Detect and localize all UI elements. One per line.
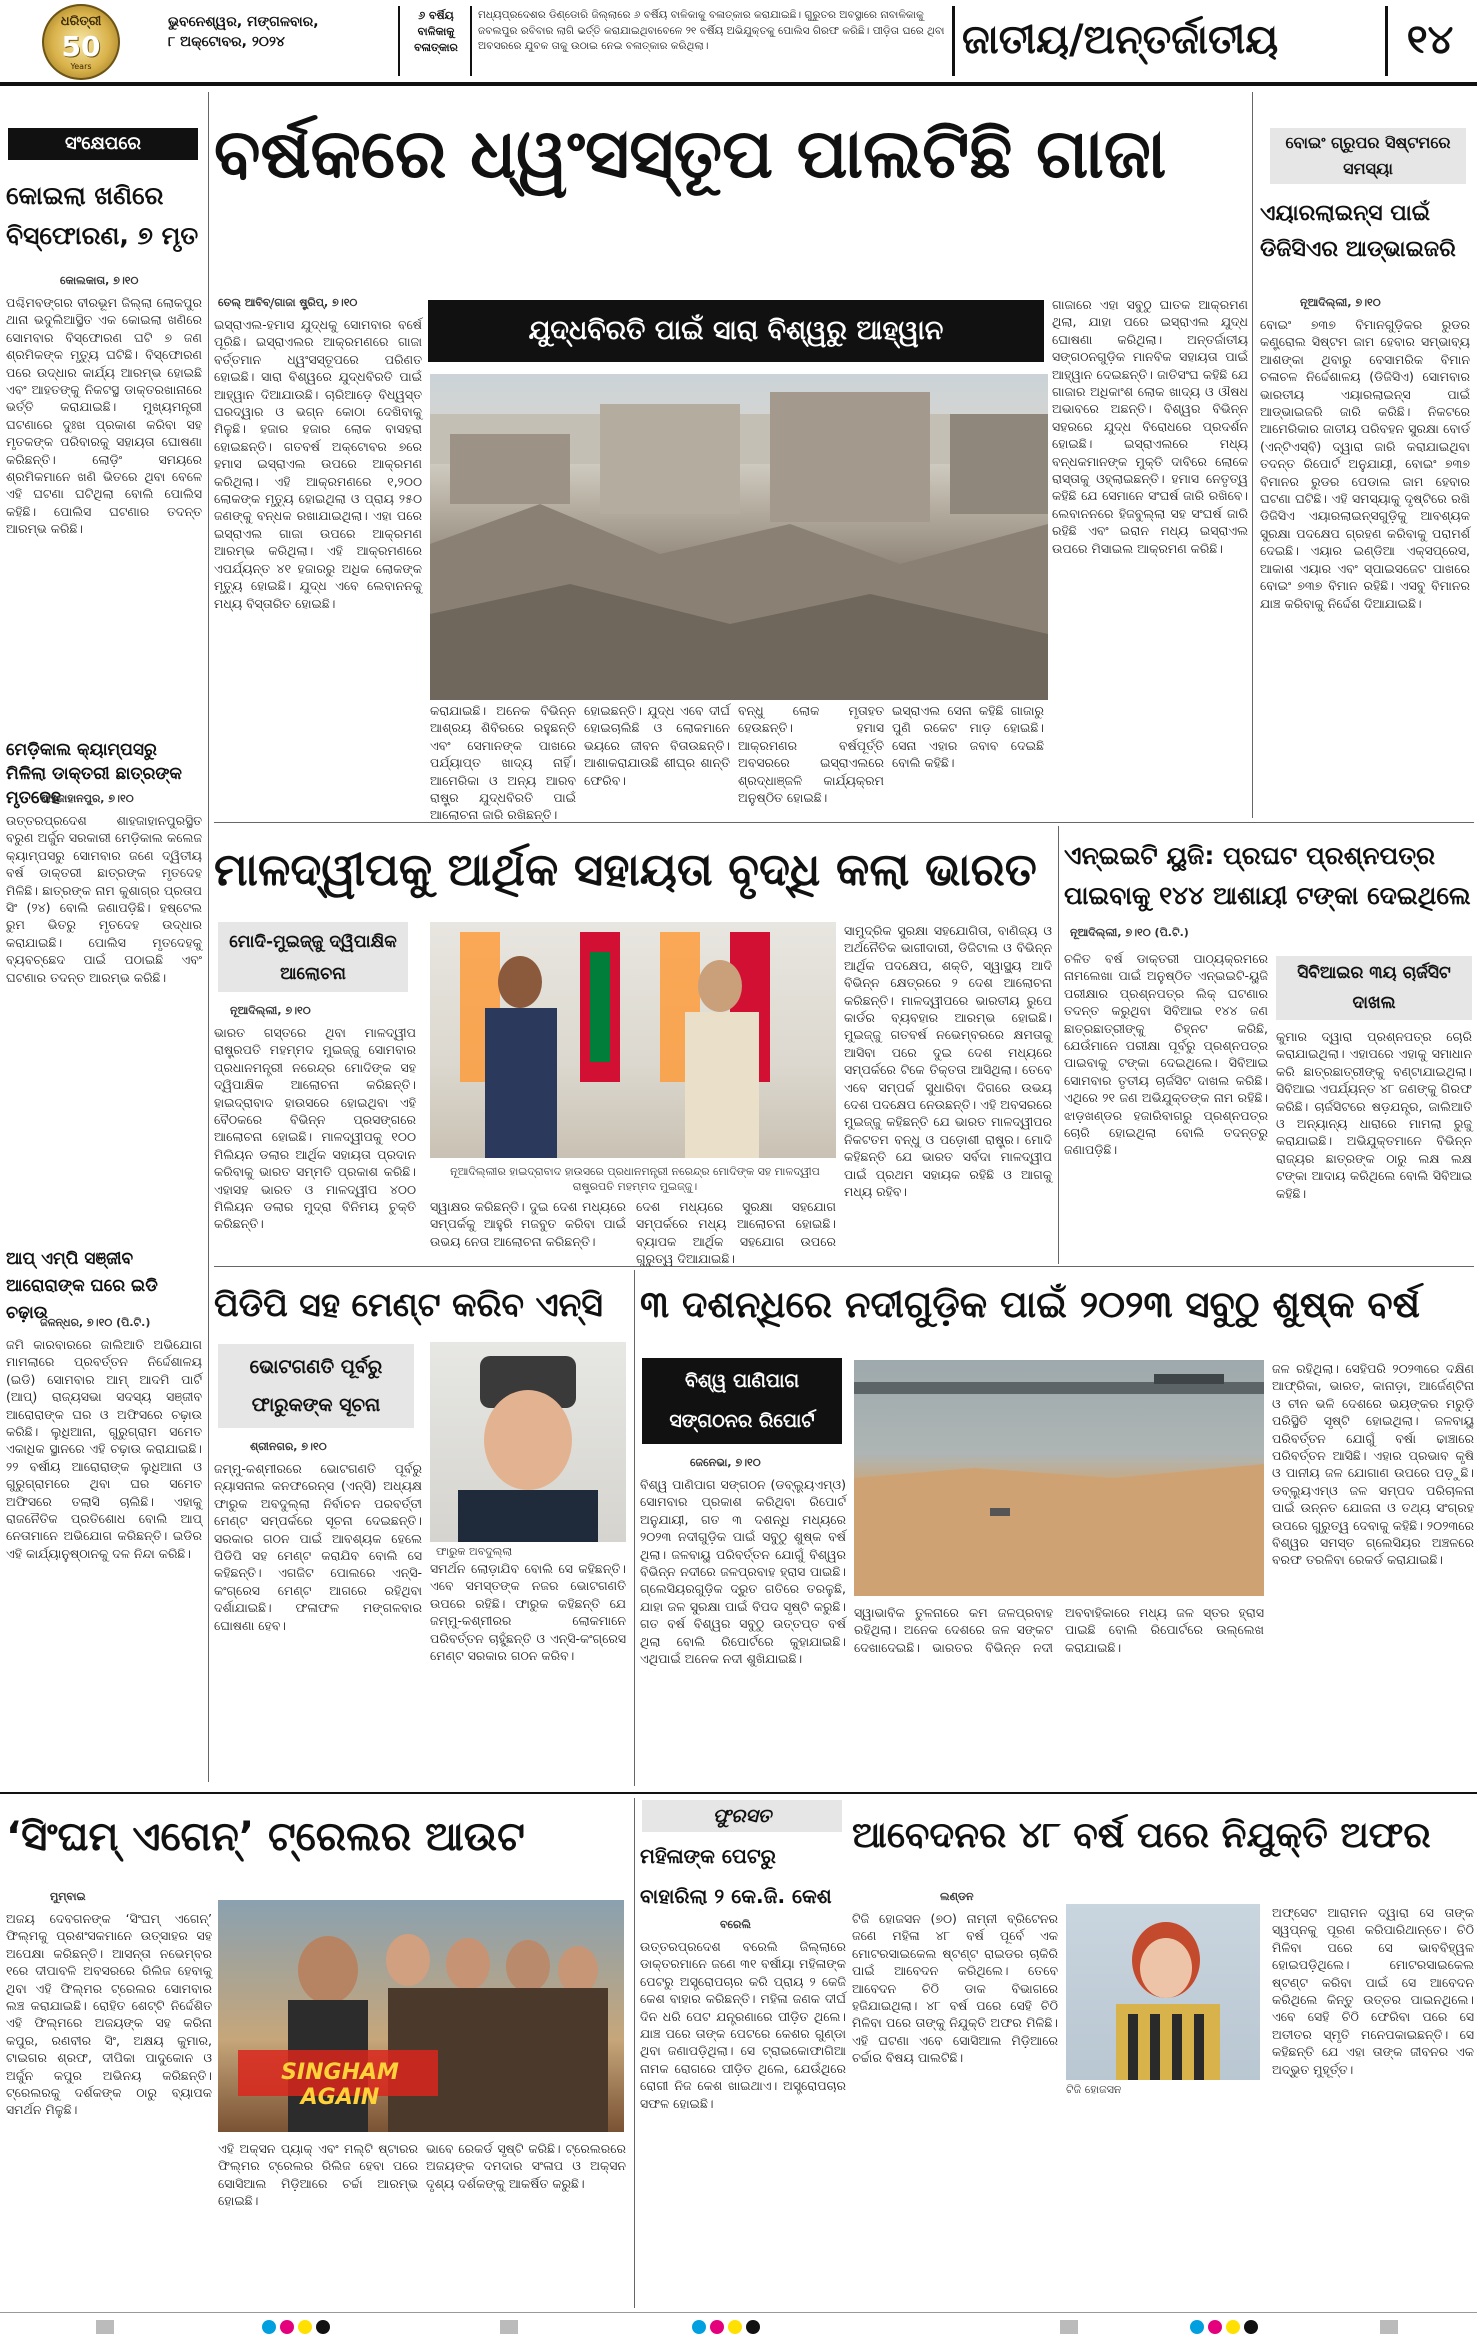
- brief-2-body: ଉତ୍ତରପ୍ରଦେଶ ଶାହଜାହାନପୁରସ୍ଥିତ ବରୁଣ ଅର୍ଜୁନ ସରକାରୀ ମେଡ଼ିକାଲ କଲେଜ କ୍ୟାମ୍ପସରୁ ସୋମବାର ଜଣେ ଦ୍ୱିତୀୟ ବର୍ଷ ଡାକ୍ତରୀ ଛାତ୍ରଙ୍କ ମୃତଦେହ ମିଳିଛି। ଛାତ୍ରଙ୍କ ନାମ କୁଶାଗ୍ର ପ୍ରତାପ ସିଂ (୨୪) ବୋଲି ଜଣାପଡ଼ିଛି। ହଷ୍ଟେଲ ରୁମ ଭିତରୁ ମୃତଦେହ ଉଦ୍ଧାର କରାଯାଇଛି। ପୋଲିସ ମୃତଦେହକୁ ବ୍ୟବଚ୍ଛେଦ ପାଇଁ ପଠାଇଛି ଏବଂ ଘଟଣାର ତଦନ୍ତ ଆରମ୍ଭ କରିଛି।: [6, 813, 202, 985]
- color-registration-cyan: [262, 2320, 276, 2334]
- masthead-date: [168, 12, 388, 52]
- gaza-below-1: କରାଯାଇଛି। ଅନେକ ବିଭିନ୍ନ ଆଶ୍ରୟ ଶିବିରରେ ରହୁଛନ୍ତି ଏବଂ ସେମାନଙ୍କ ପାଖରେ ପର୍ଯ୍ୟାପ୍ତ ଖାଦ୍ୟ ନାହିଁ। ଆମେରିକା ଓ ଅନ୍ୟ ଆରବ ରାଷ୍ଟ୍ର ଯୁଦ୍ଧବିରତି ପାଇଁ ଆଲୋଚନା ଜାରି ରଖିଛନ୍ତି।: [430, 703, 576, 823]
- color-registration-black: [1244, 2320, 1258, 2334]
- pdp-column-2: ସମର୍ଥନ ଲୋଡ଼ାଯିବ ବୋଲି ସେ କହିଛନ୍ତି। ଏବେ ସମସ୍ତଙ୍କ ନଜର ଭୋଟଗଣତି ଉପରେ ରହିଛି। ଫାରୁକ କହିଛନ୍ତି ଯେ ଜମ୍ମୁ-କଶ୍ମୀରର ଲୋକମାନେ ପରିବର୍ତ୍ତନ ଚାହୁଁଛନ୍ତି ଓ ଏନ୍‌ସି-କଂଗ୍ରେସ ମେଣ୍ଟ ସରକାର ଗଠନ କରିବ।: [430, 1561, 626, 1664]
- gaza-dateline: ତେଲ୍ ଆବିବ୍/ଗାଜା ଷ୍ଟ୍ରିପ୍, ୭।୧୦: [218, 296, 358, 309]
- gaza-column-2: ଗାଜାରେ ଏହା ସବୁଠୁ ଘାତକ ଆକ୍ରମଣ ଥିଲା, ଯାହା ପରେ ଇସ୍ରାଏଲ ଯୁଦ୍ଧ ଘୋଷଣା କରିଥିଲା। ଅନ୍ତର୍ଜାତୀୟ ସଙ୍ଗଠନଗୁଡ଼ିକ ମାନବିକ ସହାୟତା ପାଇଁ ଆହ୍ୱାନ ଦେଇଛନ୍ତି। ଜାତିସଂଘ କହିଛି ଯେ ଗାଜାର ଅଧିକାଂଶ ଲୋକ ଖାଦ୍ୟ ଓ ଔଷଧ ଅଭାବରେ ଅଛନ୍ତି। ବିଶ୍ୱର ବିଭିନ୍ନ ସହରରେ ଯୁଦ୍ଧ ବିରୋଧରେ ପ୍ରଦର୍ଶନ ହୋଇଛି। ଇସ୍ରାଏଲରେ ମଧ୍ୟ ବନ୍ଧକମାନଙ୍କ ମୁକ୍ତି ଦାବିରେ ଲୋକେ ରାସ୍ତାକୁ ଓହ୍ଲାଇଛନ୍ତି। ହମାସ ନେତୃତ୍ୱ କହିଛି ଯେ ସେମାନେ ସଂଘର୍ଷ ଜାରି ରଖିବେ। ଲେବାନନରେ ହିଜବୁଲ୍ଲା ସହ ସଂଘର୍ଷ ଜାରି ରହିଛି ଏବଂ ଇରାନ ମଧ୍ୟ ଇସ୍ରାଏଲ ଉପରେ ମିସାଇଲ ଆକ୍ରମଣ କରିଛି।: [1052, 297, 1248, 556]
- brief-3-headline: ଆପ୍ ଏମ୍ପି ସଞ୍ଜୀବ ଆରୋରାଙ୍କ ଘରେ ଇଡି ଚଢ଼ାଉ: [6, 1249, 158, 1323]
- boeing-body: ବୋଇଂ ୭୩୭ ବିମାନଗୁଡ଼ିକର ରୁଡର କଣ୍ଟ୍ରୋଲ ସିଷ୍ଟମ ଜାମ ହେବାର ସମ୍ଭାବ୍ୟ ଆଶଙ୍କା ଥିବାରୁ ବେସାମରିକ ବିମାନ ଚଳାଚଳ ନିର୍ଦ୍ଦେଶାଳୟ (ଡିଜିସିଏ) ସୋମବାର ଭାରତୀୟ ଏୟାରଲାଇନ୍ସ ପାଇଁ ଆଡ୍‌ଭାଇଜରି ଜାରି କରିଛି। ନିକଟରେ ଆମେରିକାର ଜାତୀୟ ପରିବହନ ସୁରକ୍ଷା ବୋର୍ଡ (ଏନ୍‌ଟିଏସ୍‌ବି) ଦ୍ୱାରା ଜାରି କରାଯାଇଥିବା ତଦନ୍ତ ରିପୋର୍ଟ ଅନୁଯାୟୀ, ବୋଇଂ ୭୩୭ ବିମାନର ରୁଡର ପେଡାଲ ଜାମ ହେବାର ଘଟଣା ଘଟିଛି। ଏହି ସମସ୍ୟାକୁ ଦୃଷ୍ଟିରେ ରଖି ଡିଜିସିଏ ଏୟାରଲାଇନ୍ସଗୁଡ଼ିକୁ ଆବଶ୍ୟକ ସୁରକ୍ଷା ପଦକ୍ଷେପ ଗ୍ରହଣ କରିବାକୁ ପରାମର୍ଶ ଦେଇଛି। ଏୟାର ଇଣ୍ଡିଆ ଏକ୍ସପ୍ରେସ, ଆକାଶ ଏୟାର ଏବଂ ସ୍ପାଇସଜେଟ ପାଖରେ ବୋଇଂ ୭୩୭ ବିମାନ ରହିଛି। ଏସବୁ ବିମାନର ଯାଞ୍ଚ କରିବାକୁ ନିର୍ଦ୍ଦେଶ ଦିଆଯାଇଛି।: [1260, 317, 1470, 611]
- fursat-story-2-column-2: ଅଫ୍‌ସେଟ ଆରାମନ ଦ୍ୱାରା ସେ ତାଙ୍କ ସ୍ୱପ୍ନକୁ ପୂରଣ କରିପାରିଥାନ୍ତେ। ଚିଠି ମିଳିବା ପରେ ସେ ଭାବବିହ୍ୱଳ ହୋଇପଡ଼ିଥିଲେ। ମୋଟରସାଇକେଲ ଷ୍ଟଣ୍ଟ କରିବା ପାଇଁ ସେ ଆବେଦନ କରିଥିଲେ କିନ୍ତୁ ଉତ୍ତର ପାଇନଥିଲେ। ଏବେ ସେହି ଚିଠି ଫେରିବା ପରେ ସେ ଅତୀତର ସ୍ମୃତି ମନେପକାଇଛନ୍ତି। ସେ କହିଛନ୍ତି ଯେ ଏହା ତାଙ୍କ ଜୀବନର ଏକ ଅଦ୍ଭୁତ ମୁହୂର୍ତ୍ତ।: [1272, 1905, 1474, 2077]
- section-title: ଜାତୀୟ/ଅନ୍ତର୍ଜାତୀୟ: [962, 17, 1279, 63]
- divider: [1385, 6, 1388, 76]
- rivers-below: ସ୍ୱାଭାବିକ ତୁଳନାରେ କମ ଜଳପ୍ରବାହ ରହିଥିଲା। ଅନେକ ଦେଶରେ ଜଳ ସଙ୍କଟ ଦେଖାଦେଇଛି। ଭାରତର ବିଭିନ୍ନ ନଦୀ ଅବବାହିକାରେ ମଧ୍ୟ ଜଳ ସ୍ତର ହ୍ରାସ ପାଇଛି ବୋଲି ରିପୋର୍ଟରେ ଉଲ୍ଲେଖ କରାଯାଇଛି।: [854, 1605, 1264, 1655]
- singham-below-2: ଭାବେ ରେକର୍ଡ ସୃଷ୍ଟି କରିଛି। ଟ୍ରେଲରରେ ଅଜୟଙ୍କ ଦମଦାର ସଂଳାପ ଓ ଅକ୍ସନ ଦୃଶ୍ୟ ଦର୍ଶକଙ୍କୁ ଆକର୍ଷିତ କରୁଛି।: [426, 2141, 626, 2191]
- modi-muizzu-photo: [430, 922, 836, 1158]
- singham-column-1: ଅଜୟ ଦେବଗନଙ୍କ ‘ସିଂଘମ୍ ଏଗେନ୍’ ଫିଲ୍ମକୁ ପ୍ରଶଂସକମାନେ ଉତ୍ସାହର ସହ ଅପେକ୍ଷା କରିଛନ୍ତି। ଆସନ୍ତା ନଭେମ୍ବର ୧ରେ ଦୀପାବଳି ଅବସରରେ ରିଲିଜ ହେବାକୁ ଥିବା ଏହି ଫିଲ୍ମର ଟ୍ରେଲର ସୋମବାର ଲଞ୍ଚ କରାଯାଇଛି। ରୋହିତ ଶେଟ୍ଟି ନିର୍ଦ୍ଦେଶିତ ଏହି ଫିଲ୍ମରେ ଅଜୟଙ୍କ ସହ କରିନା କପୁର, ରଣବୀର ସିଂ, ଅକ୍ଷୟ କୁମାର, ଟାଇଗର ଶ୍ରଫ, ଦୀପିକା ପାଦୁକୋନ ଓ ଅର୍ଜୁନ କପୁର ଅଭିନୟ କରିଛନ୍ତି। ଟ୍ରେଲରକୁ ଦର୍ଶକଙ୍କ ଠାରୁ ବ୍ୟାପକ ସମର୍ଥନ ମିଳୁଛି।: [6, 1911, 212, 2118]
- neet-headline: ଏନ୍‌ଇଇଟି ୟୁଜି: ପ୍ରଘଟ ପ୍ରଶ୍ନପତ୍ର ପାଇବାକୁ ୧୪୪ ଆଶାୟୀ ଟଙ୍କା ଦେଇଥିଲେ: [1064, 841, 1471, 910]
- mini-brief-2: ବାଳିକାକୁ: [417, 25, 455, 38]
- color-registration-yellow: [1226, 2320, 1240, 2334]
- column-rule: [634, 1798, 635, 2308]
- fursat-story-2-body: ଟିଜି ହୋଜସନ (୭୦) ନାମ୍ନୀ ବ୍ରିଟେନର ଜଣେ ମହିଳା ୪୮ ବର୍ଷ ପୂର୍ବେ ଏକ ମୋଟରସାଇକେଲ ଷ୍ଟଣ୍ଟ ରାଇଡର ଚାକିରି ପାଇଁ ଆବେଦନ କରିଥିଲେ। ତେବେ ଆବେଦନ ଚିଠି ଡାକ ବିଭାଗରେ ହଜିଯାଇଥିଲା। ୪୮ ବର୍ଷ ପରେ ସେହି ଚିଠି ମିଳିବା ପରେ ତାଙ୍କୁ ନିଯୁକ୍ତି ଅଫର ମିଳିଛି। ଏହି ଘଟଣା ଏବେ ସୋସିଆଲ ମିଡ଼ିଆରେ ଚର୍ଚ୍ଚାର ବିଷୟ ପାଲଟିଛି।: [852, 1911, 1058, 2066]
- brief-2-dateline: ଶାହଜାହାନପୁର, ୭।୧୦: [40, 792, 134, 805]
- farooq-illustration: [430, 1342, 626, 1542]
- color-registration-magenta: [1208, 2320, 1222, 2334]
- divider: [952, 6, 955, 76]
- neet-column-2: କୁମାର ଦ୍ୱାରା ପ୍ରଶ୍ନପତ୍ର ଚୋରି କରାଯାଇଥିଲା। ଏହାପରେ ଏହାକୁ ସମାଧାନ କରି ଛାତ୍ରଛାତ୍ରୀଙ୍କୁ ବଣ୍ଟାଯାଇଥିଲା। ସିବିଆଇ ଏପର୍ଯ୍ୟନ୍ତ ୪୮ ଜଣଙ୍କୁ ଗିରଫ କରିଛି। ଚାର୍ଜସିଟରେ ଷଡ଼ଯନ୍ତ୍ର, ଜାଲିଆତି ଓ ଅନ୍ୟାନ୍ୟ ଧାରାରେ ମାମଲା ରୁଜୁ କରାଯାଇଛି। ଅଭିଯୁକ୍ତମାନେ ବିଭିନ୍ନ ରାଜ୍ୟର ଛାତ୍ରଙ୍କ ଠାରୁ ଲକ୍ଷ ଲକ୍ଷ ଟଙ୍କା ଆଦାୟ କରିଥିଲେ ବୋଲି ସିବିଆଇ କହିଛି।: [1276, 1029, 1472, 1201]
- color-registration-yellow: [298, 2320, 312, 2334]
- logo-years: 50: [61, 30, 101, 63]
- maldives-below-2: ଦେଶ ମଧ୍ୟରେ ସୁରକ୍ଷା ସହଯୋଗ ସମ୍ପର୍କରେ ମଧ୍ୟ ଆଲୋଚନା ହୋଇଛି। ବ୍ୟାପକ ଆର୍ଥିକ ସହଯୋଗ ଉପରେ ଗୁରୁତ୍ୱ ଦିଆଯାଇଛି।: [636, 1199, 836, 1267]
- brief-1-body: ପଶ୍ଚିମବଙ୍ଗର ବୀରଭୂମ ଜିଲ୍ଲା ଲୋକପୁର ଥାନା ଭଦୁଲିଆସ୍ଥିତ ଏକ କୋଇଲା ଖଣିରେ ସୋମବାର ବିସ୍ଫୋରଣ ଘଟି ୭ ଜଣ ଶ୍ରମିକଙ୍କ ମୃତ୍ୟୁ ଘଟିଛି। ବିସ୍ଫୋରଣ ପରେ ଉଦ୍ଧାର କାର୍ଯ୍ୟ ଆରମ୍ଭ ହୋଇଛି ଏବଂ ଆହତଙ୍କୁ ନିକଟସ୍ଥ ଡାକ୍ତରଖାନାରେ ଭର୍ତ୍ତି କରାଯାଇଛି। ମୁଖ୍ୟମନ୍ତ୍ରୀ ଘଟଣାରେ ଦୁଃଖ ପ୍ରକାଶ କରିବା ସହ ମୃତକଙ୍କ ପରିବାରକୁ ସହାୟତା ଘୋଷଣା କରିଛନ୍ତି। ଲୋଡ଼ିଂ ସମୟରେ ଶ୍ରମିକମାନେ ଖଣି ଭିତରେ ଥିବା ବେଳେ ଏହି ଘଟଣା ଘଟିଥିଲା ବୋଲି ପୋଲିସ କହିଛି। ପୋଲିସ ଘଟଣାର ତଦନ୍ତ ଆରମ୍ଭ କରିଛି।: [6, 295, 202, 537]
- pdp-kicker: ଭୋଟଗଣତି ପୂର୍ବରୁ ଫାରୁକଙ୍କ ସୂଚନା: [218, 1344, 414, 1428]
- section-rule: [214, 822, 1474, 823]
- masthead-rule: [0, 82, 1477, 86]
- divider: [398, 6, 400, 76]
- column-rule: [634, 1270, 635, 1786]
- farooq-caption: ଫାରୁକ ଅବଦୁଲ୍ଲା: [436, 1545, 513, 1558]
- singham-poster-title: SINGHAM AGAIN: [281, 2060, 399, 2110]
- singham-dateline: ମୁମ୍ବାଇ: [50, 1890, 86, 1903]
- divider: [470, 6, 472, 76]
- registration-mark: [500, 2320, 518, 2334]
- mini-brief-1: ୬ ବର୍ଷିୟ: [418, 9, 454, 22]
- date-line-2: ୮ ଅକ୍ଟୋବର, ୨୦୨୪: [168, 34, 285, 50]
- masthead: [0, 0, 1477, 84]
- color-registration-cyan: [1190, 2320, 1204, 2334]
- farooq-photo: [430, 1342, 626, 1542]
- color-registration-yellow: [728, 2320, 742, 2334]
- pdp-column-1: ଜମ୍ମୁ-କଶ୍ମୀରରେ ଭୋଟଗଣତି ପୂର୍ବରୁ ନ୍ୟାସନାଲ କନଫରେନ୍ସ (ଏନ୍‌ସି) ଅଧ୍ୟକ୍ଷ ଫାରୁକ ଅବଦୁଲ୍ଲା ନିର୍ବାଚନ ପରବର୍ତ୍ତୀ ମେଣ୍ଟ ସମ୍ପର୍କରେ ସୂଚନା ଦେଇଛନ୍ତି। ସରକାର ଗଠନ ପାଇଁ ଆବଶ୍ୟକ ହେଲେ ପିଡିପି ସହ ମେଣ୍ଟ କରାଯିବ ବୋଲି ସେ କହିଛନ୍ତି। ଏଗଜିଟ ପୋଲରେ ଏନ୍‌ସି-କଂଗ୍ରେସ ମେଣ୍ଟ ଆଗରେ ରହିଥିବା ଦର୍ଶାଯାଇଛି। ଫଳାଫଳ ମଙ୍ଗଳବାର ଘୋଷଣା ହେବ।: [214, 1461, 422, 1633]
- logo-years-sub: Years: [70, 62, 92, 71]
- rivers-dateline: ଜେନେଭା, ୭।୧୦: [690, 1456, 761, 1469]
- gaza-below-3: ବନ୍ଧୁ ଲୋକ ମୃତାହତ ହେଉଛନ୍ତି। ହମାସ ଆକ୍ରମଣର ବର୍ଷପୂର୍ତ୍ତି ଅବସରରେ ଇସ୍ରାଏଲରେ ଶ୍ରଦ୍ଧାଞ୍ଜଳି କାର୍ଯ୍ୟକ୍ରମ ଅନୁଷ୍ଠିତ ହୋଇଛି।: [738, 703, 884, 806]
- neet-kicker: ସିବିଆଇର ୩ୟ ଚାର୍ଜସିଟ ଦାଖଲ: [1276, 956, 1472, 1020]
- hodgson-photo: [1066, 1904, 1260, 2080]
- neet-column-1: ଚଳିତ ବର୍ଷ ଡାକ୍ତରୀ ପାଠ୍ୟକ୍ରମରେ ନାମଲେଖା ପାଇଁ ଅନୁଷ୍ଠିତ ଏନ୍‌ଇଇଟି-ୟୁଜି ପରୀକ୍ଷାର ପ୍ରଶ୍ନପତ୍ର ଲିକ୍ ଘଟଣାର ତଦନ୍ତ କରୁଥିବା ସିବିଆଇ ୧୪୪ ଜଣ ଛାତ୍ରଛାତ୍ରୀଙ୍କୁ ଚିହ୍ନଟ କରିଛି, ଯେଉଁମାନେ ପରୀକ୍ଷା ପୂର୍ବରୁ ପ୍ରଶ୍ନପତ୍ର ପାଇବାକୁ ଟଙ୍କା ଦେଇଥିଲେ। ସିବିଆଇ ସୋମବାର ତୃତୀୟ ଚାର୍ଜସିଟ ଦାଖଲ କରିଛି। ଏଥିରେ ୨୧ ଜଣ ଅଭିଯୁକ୍ତଙ୍କ ନାମ ରହିଛି। ଝାଡ଼ଖଣ୍ଡର ହଜାରିବାଗରୁ ପ୍ରଶ୍ନପତ୍ର ଚୋରି ହୋଇଥିଲା ବୋଲି ତଦନ୍ତରୁ ଜଣାପଡ଼ିଛି।: [1064, 951, 1268, 1158]
- dry-river-photo: [854, 1360, 1264, 1596]
- fursat-story-1-dateline: ବରେଲି: [720, 1918, 751, 1931]
- gaza-headline: ବର୍ଷକରେ ଧ୍ୱଂସସ୍ତୂପ ପାଲଟିଛି ଗାଜା: [214, 115, 1167, 194]
- maldives-below-1: ସ୍ୱାକ୍ଷର କରିଛନ୍ତି। ଦୁଇ ଦେଶ ମଧ୍ୟରେ ସମ୍ପର୍କକୁ ଆହୁରି ମଜବୁତ କରିବା ପାଇଁ ଉଭୟ ନେତା ଆଲୋଚନା କରିଛନ୍ତି।: [430, 1199, 626, 1249]
- mini-brief: [404, 8, 468, 56]
- logo-text: ଧରିତ୍ରୀ: [60, 14, 102, 29]
- fursat-story-1-body: ଉତ୍ତରପ୍ରଦେଶ ବରେଲି ଜିଲ୍ଲାରେ ଡାକ୍ତରମାନେ ଜଣେ ୩୧ ବର୍ଷୀୟା ମହିଳାଙ୍କ ପେଟରୁ ଅସ୍ତ୍ରୋପଚାର କରି ପ୍ରାୟ ୨ କେଜି କେଶ ବାହାର କରିଛନ୍ତି। ମହିଳା ଜଣକ ଦୀର୍ଘ ଦିନ ଧରି ପେଟ ଯନ୍ତ୍ରଣାରେ ପୀଡ଼ିତ ଥିଲେ। ଯାଞ୍ଚ ପରେ ତାଙ୍କ ପେଟରେ କେଶର ଗୁଣ୍ଡା ଥିବା ଜଣାପଡ଼ିଥିଲା। ସେ ଟ୍ରାଇକୋଫାଗିଆ ନାମକ ରୋଗରେ ପୀଡ଼ିତ ଥିଲେ, ଯେଉଁଥିରେ ରୋଗୀ ନିଜ କେଶ ଖାଇଥାଏ। ଅସ୍ତ୍ରୋପଚାର ସଫଳ ହୋଇଛି।: [640, 1939, 846, 2111]
- color-registration-magenta: [280, 2320, 294, 2334]
- briefs-label: ସଂକ୍ଷେପରେ: [8, 128, 198, 160]
- gaza-column-1: ଇସ୍ରାଏଲ-ହମାସ ଯୁଦ୍ଧକୁ ସୋମବାର ବର୍ଷେ ପୂରିଛି। ଇସ୍ରାଏଲର ଆକ୍ରମଣରେ ଗାଜା ବର୍ତ୍ତମାନ ଧ୍ୱଂସସ୍ତୂପରେ ପରିଣତ ହୋଇଛି। ସାରା ବିଶ୍ୱରେ ଯୁଦ୍ଧବିରତି ପାଇଁ ଆହ୍ୱାନ ଦିଆଯାଉଛି। ଚାରିଆଡ଼େ ବିଧ୍ୱସ୍ତ ଘରଦ୍ୱାର ଓ ଭଗ୍ନ କୋଠା ଦେଖିବାକୁ ମିଳୁଛି। ହଜାର ହଜାର ଲୋକ ବାସହରା ହୋଇଛନ୍ତି। ଗତବର୍ଷ ଅକ୍ଟୋବର ୭ରେ ହମାସ ଇସ୍ରାଏଲ ଉପରେ ଆକ୍ରମଣ କରିଥିଲା। ଏହି ଆକ୍ରମଣରେ ୧,୨୦୦ ଲୋକଙ୍କ ମୃତ୍ୟୁ ହୋଇଥିଲା ଓ ପ୍ରାୟ ୨୫୦ ଜଣଙ୍କୁ ବନ୍ଧକ ରଖାଯାଇଥିଲା। ଏହା ପରେ ଇସ୍ରାଏଲ ଗାଜା ଉପରେ ଆକ୍ରମଣ ଆରମ୍ଭ କରିଥିଲା। ଏହି ଆକ୍ରମଣରେ ଏପର୍ଯ୍ୟନ୍ତ ୪୧ ହଜାରରୁ ଅଧିକ ଲୋକଙ୍କ ମୃତ୍ୟୁ ହୋଇଛି। ଯୁଦ୍ଧ ଏବେ ଲେବାନନକୁ ମଧ୍ୟ ବିସ୍ତାରିତ ହୋଇଛି।: [214, 317, 422, 611]
- brief-1-headline: କୋଇଲା ଖଣିରେ ବିସ୍ଫୋରଣ, ୭ ମୃତ: [6, 181, 199, 250]
- brief-2-headline: ମେଡ଼ିକାଲ କ୍ୟାମ୍ପସରୁ ମିଳିଲା ଡାକ୍ତରୀ ଛାତ୍ରଙ୍କ ମୃତଦେହ: [6, 740, 182, 808]
- brief-3-body: ଜମି କାରବାରରେ ଜାଲିଆତି ଅଭିଯୋଗ ମାମଲାରେ ପ୍ରବର୍ତ୍ତନ ନିର୍ଦ୍ଦେଶାଳୟ (ଇଡି) ସୋମବାର ଆମ୍ ଆଦମି ପାର୍ଟି (ଆପ୍) ରାଜ୍ୟସଭା ସଦସ୍ୟ ସଞ୍ଜୀବ ଆରୋରାଙ୍କ ଘର ଓ ଅଫିସରେ ଚଢ଼ାଉ କରିଛି। ଲୁଧିଆନା, ଗୁରୁଗ୍ରାମ ସମେତ ଏକାଧିକ ସ୍ଥାନରେ ଏହି ଚଢ଼ାଉ କରାଯାଇଛି। ୨୨ ବର୍ଷୀୟ ଆରୋରାଙ୍କ ଲୁଧିଆନା ଓ ଗୁରୁଗ୍ରାମରେ ଥିବା ଘର ସମେତ ଅଫିସରେ ତଲାସି ଚାଲିଛି। ଏହାକୁ ରାଜନୈତିକ ପ୍ରତିଶୋଧ ବୋଲି ଆପ୍ ନେତାମାନେ ଅଭିଯୋଗ କରିଛନ୍ତି। ଇଡିର ଏହି କାର୍ଯ୍ୟାନୁଷ୍ଠାନକୁ ଦଳ ନିନ୍ଦା କରିଛି।: [6, 1337, 202, 1561]
- fursat-story-2-dateline: ଲଣ୍ଡନ: [940, 1890, 974, 1903]
- fursat-label: ଫୁରସତ: [642, 1800, 842, 1832]
- date-line-1: ଭୁବନେଶ୍ୱର, ମଙ୍ଗଳବାର,: [168, 14, 319, 30]
- maldives-kicker: ମୋଦି-ମୁଇଜ୍ଜୁ ଦ୍ୱିପାକ୍ଷିକ ଆଲୋଚନା: [218, 922, 408, 992]
- registration-mark: [96, 2320, 114, 2334]
- modi-muizzu-illustration: [430, 922, 836, 1158]
- footer-rule: [0, 2312, 1477, 2313]
- rivers-column-1: ବିଶ୍ୱ ପାଣିପାଗ ସଙ୍ଗଠନ (ଡବ୍ଲ୍ୟୁଏମ୍‌ଓ) ସୋମବାର ପ୍ରକାଶ କରିଥିବା ରିପୋର୍ଟ ଅନୁଯାୟୀ, ଗତ ୩ ଦଶନ୍ଧି ମଧ୍ୟରେ ୨୦୨୩ ନଦୀଗୁଡ଼ିକ ପାଇଁ ସବୁଠୁ ଶୁଷ୍କ ବର୍ଷ ଥିଲା। ଜଳବାୟୁ ପରିବର୍ତ୍ତନ ଯୋଗୁଁ ବିଶ୍ୱର ବିଭିନ୍ନ ନଦୀରେ ଜଳପ୍ରବାହ ହ୍ରାସ ପାଇଛି। ଗ୍ଲେସିୟରଗୁଡ଼ିକ ଦ୍ରୁତ ଗତିରେ ତରଳୁଛି, ଯାହା ଜଳ ସୁରକ୍ଷା ପାଇଁ ବିପଦ ସୃଷ୍ଟି କରୁଛି। ଗତ ବର୍ଷ ବିଶ୍ୱର ସବୁଠୁ ଉତ୍ତପ୍ତ ବର୍ଷ ଥିଲା ବୋଲି ରିପୋର୍ଟରେ କୁହାଯାଇଛି। ଏଥିପାଇଁ ଅନେକ ନଦୀ ଶୁଖିଯାଇଛି।: [640, 1477, 846, 1667]
- hodgson-caption: ଟିଜି ହୋଜସନ: [1066, 2083, 1122, 2096]
- logo-seal: [42, 4, 120, 80]
- boeing-dateline: ନୂଆଦିଲ୍ଲୀ, ୭।୧୦: [1300, 296, 1381, 309]
- hodgson-illustration: [1066, 1904, 1260, 2080]
- pdp-dateline: ଶ୍ରୀନଗର, ୭।୧୦: [250, 1440, 327, 1453]
- column-rule: [1058, 826, 1059, 1264]
- maldives-column-3: ସାମୁଦ୍ରିକ ସୁରକ୍ଷା ସହଯୋଗିତା, ବାଣିଜ୍ୟ ଓ ଅର୍ଥନୈତିକ ଭାଗୀଦାରୀ, ଡିଜିଟାଲ ଓ ବିଭିନ୍ନ ଆର୍ଥିକ ପଦକ୍ଷେପ, ଶକ୍ତି, ସ୍ୱାସ୍ଥ୍ୟ ଆଦି ବିଭିନ୍ନ କ୍ଷେତ୍ରରେ ୨ ଦେଶ ଆଲୋଚନା କରିଛନ୍ତି। ମାଳଦ୍ୱୀପରେ ଭାରତୀୟ ରୁପେ କାର୍ଡର ବ୍ୟବହାର ଆରମ୍ଭ ହୋଇଛି। ମୁଇଜ୍ଜୁ ଗତବର୍ଷ ନଭେମ୍ବରରେ କ୍ଷମତାକୁ ଆସିବା ପରେ ଦୁଇ ଦେଶ ମଧ୍ୟରେ ସମ୍ପର୍କରେ ଟିକେ ତିକ୍ତତା ଆସିଥିଲା। ତେବେ ଏବେ ସମ୍ପର୍କ ସୁଧାରିବା ଦିଗରେ ଉଭୟ ଦେଶ ପଦକ୍ଷେପ ନେଉଛନ୍ତି। ଏହି ଅବସରରେ ମୁଇଜ୍ଜୁ କହିଛନ୍ତି ଯେ ଭାରତ ମାଳଦ୍ୱୀପର ନିକଟତମ ବନ୍ଧୁ ଓ ପଡ଼ୋଶୀ ରାଷ୍ଟ୍ର। ମୋଦି କହିଛନ୍ତି ଯେ ଭାରତ ସର୍ବଦା ମାଳଦ୍ୱୀପ ପାଇଁ ପ୍ରଥମ ସହାୟକ ରହିଛି ଓ ଆଗକୁ ମଧ୍ୟ ରହିବ।: [844, 923, 1052, 1200]
- gaza-rubble-illustration: [430, 374, 1048, 700]
- color-registration-magenta: [710, 2320, 724, 2334]
- gaza-sub-banner: ଯୁଦ୍ଧବିରତି ପାଇଁ ସାରା ବିଶ୍ୱରୁ ଆହ୍ୱାନ: [428, 300, 1044, 362]
- mini-brief-3: ବଳାତ୍କାର: [414, 41, 458, 54]
- pdp-headline: ପିଡିପି ସହ ମେଣ୍ଟ କରିବ ଏନ୍‌ସି: [214, 1285, 603, 1324]
- brief-1-dateline: କୋଲକାତା, ୭।୧୦: [60, 274, 139, 287]
- maldives-dateline: ନୂଆଦିଲ୍ଲୀ, ୭।୧୦: [230, 1004, 311, 1017]
- section-rule: [214, 1266, 1474, 1267]
- color-registration-black: [316, 2320, 330, 2334]
- gaza-rubble-photo: [430, 374, 1048, 700]
- ticker-text: ମଧ୍ୟପ୍ରଦେଶର ଡିଣ୍ଡୋରି ଜିଲ୍ଲାରେ ୬ ବର୍ଷିୟ ବାଳିକାକୁ ବଳାତ୍କାର କରାଯାଇଛି। ଗୁରୁତର ଅବସ୍ଥାରେ ନାବାଳିକାକୁ ଜବଲପୁର ରବିବାର ଲାଗି ଭର୍ତ୍ତି କରାଯାଇଥିବାବେଳେ ୨୧ ବର୍ଷିୟ ଅଭିଯୁକ୍ତକୁ ପୋଲିସ ଗିରଫ କରିଛି। ପୀଡ଼ିତା ଘରେ ଥିବା ଅବସରରେ ଯୁବକ ତାକୁ ଉଠାଇ ନେଇ ବଳାତ୍କାର କରିଥିଲା।: [478, 9, 945, 52]
- brief-3-dateline: ଜଳନ୍ଧର, ୭।୧୦ (ପି.ଟି.): [40, 1316, 151, 1329]
- rivers-kicker: ବିଶ୍ୱ ପାଣିପାଗ ସଙ୍ଗଠନର ରିପୋର୍ଟ: [642, 1358, 842, 1444]
- singham-below-1: ଏହି ଅକ୍ସନ ପ୍ୟାକ୍ ଏବଂ ମଲ୍ଟି ଷ୍ଟାରର ଫିଲ୍ମର ଟ୍ରେଲର ରିଲିଜ ହେବା ପରେ ସୋସିଆଲ ମିଡ଼ିଆରେ ଚର୍ଚ୍ଚା ଆରମ୍ଭ ହୋଇଛି।: [218, 2141, 418, 2209]
- singham-headline: ‘ସିଂଘମ୍ ଏଗେନ୍’ ଟ୍ରେଲର ଆଉଟ: [6, 1814, 525, 1860]
- registration-mark: [1060, 2320, 1078, 2334]
- color-registration-cyan: [692, 2320, 706, 2334]
- registration-mark: [1380, 2320, 1398, 2334]
- neet-dateline: ନୂଆଦିଲ୍ଲୀ, ୭।୧୦ (ପି.ଟି.): [1070, 926, 1189, 939]
- maldives-column-1: ଭାରତ ଗସ୍ତରେ ଥିବା ମାଳଦ୍ୱୀପ ରାଷ୍ଟ୍ରପତି ମହମ୍ମଦ ମୁଇଜ୍ଜୁ ସୋମବାର ପ୍ରଧାନମନ୍ତ୍ରୀ ନରେନ୍ଦ୍ର ମୋଦିଙ୍କ ସହ ଦ୍ୱିପାକ୍ଷିକ ଆଲୋଚନା କରିଛନ୍ତି। ହାଇଦ୍ରାବାଦ ହାଉସରେ ହୋଇଥିବା ଏହି ବୈଠକରେ ବିଭିନ୍ନ ପ୍ରସଙ୍ଗରେ ଆଲୋଚନା ହୋଇଛି। ମାଳଦ୍ୱୀପକୁ ୧୦୦ ମିଲିୟନ ଡଲାର ଆର୍ଥିକ ସହାୟତା ପ୍ରଦାନ କରିବାକୁ ଭାରତ ସମ୍ମତି ପ୍ରକାଶ କରିଛି। ଏହାସହ ଭାରତ ଓ ମାଳଦ୍ୱୀପ ୪୦୦ ମିଲିୟନ ଡଲାର ମୁଦ୍ରା ବିନିମୟ ଚୁକ୍ତି କରିଛନ୍ତି।: [214, 1025, 416, 1232]
- modi-muizzu-caption: ନୂଆଦିଲ୍ଲୀର ହାଇଦ୍ରାବାଦ ହାଉସରେ ପ୍ରଧାନମନ୍ତ୍ରୀ ନରେନ୍ଦ୍ର ମୋଦିଙ୍କ ସହ ମାଳଦ୍ୱୀପ ରାଷ୍ଟ୍ରପତି ମହମ୍ମଦ ମୁଇଜ୍ଜୁ।: [450, 1165, 820, 1193]
- gaza-below-4: ଇସ୍ରାଏଲ ସେନା କହିଛି ଗାଜାରୁ ପୁଣି ରକେଟ ମାଡ଼ ହୋଇଛି। ସେନା ଏହାର ଜବାବ ଦେଇଛି ବୋଲି କହିଛି।: [892, 703, 1044, 771]
- gaza-below-2: ହୋଇଛନ୍ତି। ଯୁଦ୍ଧ ଏବେ ଦୀର୍ଘ ହୋଇଚାଲିଛି ଓ ଲୋକମାନେ ଭୟରେ ଜୀବନ ବିତାଉଛନ୍ତି। ଆଶାକରାଯାଉଛି ଶୀଘ୍ର ଶାନ୍ତି ଫେରିବ।: [584, 703, 730, 788]
- rivers-column-3: ଜଳ ରହିଥିଲା। ସେହିପରି ୨୦୨୩ରେ ଦକ୍ଷିଣ ଆଫ୍ରିକା, ଭାରତ, କାନାଡ଼ା, ଆର୍ଜେଣ୍ଟିନା ଓ ଚୀନ ଭଳି ଦେଶରେ ଭୟଙ୍କର ମରୁଡ଼ି ପରିସ୍ଥିତି ସୃଷ୍ଟି ହୋଇଥିଲା। ଜଳବାୟୁ ପରିବର୍ତ୍ତନ ଯୋଗୁଁ ବର୍ଷା ଢାଞ୍ଚାରେ ପରିବର୍ତ୍ତନ ଆସିଛି। ଏହାର ପ୍ରଭାବ କୃଷି ଓ ପାନୀୟ ଜଳ ଯୋଗାଣ ଉପରେ ପଡ଼ୁଛି। ଡବ୍ଲ୍ୟୁଏମ୍‌ଓ ଜଳ ସମ୍ପଦ ପରିଚାଳନା ପାଇଁ ଉନ୍ନତ ଯୋଜନା ଓ ତଥ୍ୟ ସଂଗ୍ରହ ଉପରେ ଗୁରୁତ୍ୱ ଦେବାକୁ କହିଛି। ୨୦୨୩ରେ ବିଶ୍ୱର ସମସ୍ତ ଗ୍ଲେସିୟର ଅଞ୍ଚଳରେ ବରଫ ତରଳିବା ରେକର୍ଡ କରାଯାଇଛି।: [1272, 1361, 1474, 1568]
- rivers-headline: ୩ ଦଶନ୍ଧିରେ ନଦୀଗୁଡ଼ିକ ପାଇଁ ୨୦୨୩ ସବୁଠୁ ଶୁଷ୍କ ବର୍ଷ: [640, 1283, 1420, 1326]
- column-rule: [1252, 92, 1253, 818]
- fursat-story-1-headline: ମହିଳାଙ୍କ ପେଟରୁ ବାହାରିଲା ୨ କେ.ଜି. କେଶ: [640, 1844, 832, 1908]
- singham-poster: [218, 1900, 624, 2132]
- section-rule: [0, 1792, 1477, 1794]
- boeing-headline: ଏୟାରଲାଇନ୍ସ ପାଇଁ ଡିଜିସିଏର ଆଡ୍‌ଭାଇଜରି: [1260, 201, 1456, 262]
- dry-river-illustration: [854, 1360, 1264, 1596]
- maldives-headline: ମାଳଦ୍ୱୀପକୁ ଆର୍ଥିକ ସହାୟତା ବୃଦ୍ଧି କଲା ଭାରତ: [214, 843, 1037, 896]
- page-number: ୧୪: [1406, 17, 1454, 63]
- column-rule: [208, 92, 209, 1782]
- color-registration-black: [746, 2320, 760, 2334]
- fursat-story-2-headline: ଆବେଦନର ୪୮ ବର୍ଷ ପରେ ନିଯୁକ୍ତି ଅଫର: [852, 1815, 1431, 1856]
- boeing-kicker: ବୋଇଂ ଗ୍ରୁପର ସିଷ୍ଟମରେ ସମସ୍ୟା: [1270, 128, 1466, 184]
